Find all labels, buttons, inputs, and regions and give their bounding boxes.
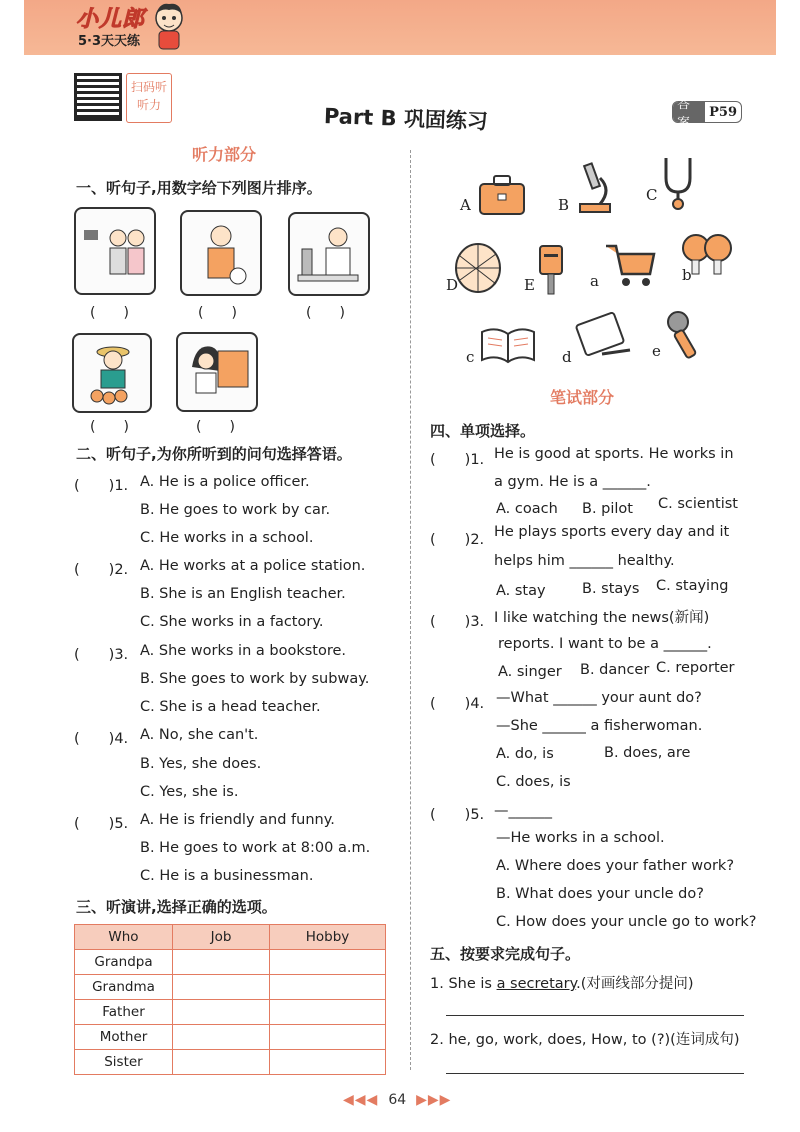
q1-answer-4[interactable]: ( ): [90, 419, 129, 435]
q1-answer-5[interactable]: ( ): [196, 419, 235, 435]
hobby-cell[interactable]: [270, 1025, 386, 1050]
scan-listen-note: 扫码听听力: [126, 73, 172, 123]
q2-item-2-opt-a: A. He works at a police station.: [140, 558, 366, 574]
fishing-net-icon: [450, 240, 506, 296]
table-row: [75, 1000, 386, 1025]
stethoscope-icon: [656, 154, 704, 210]
q5-answer-line-2[interactable]: [446, 1073, 744, 1074]
q2-item-5-opt-a: A. He is friendly and funny.: [140, 812, 335, 828]
answer-tag: [672, 97, 742, 131]
q5-s1-underlined: a secretary: [496, 976, 577, 992]
job-hobby-table: [74, 924, 386, 1075]
q4-item-4-opt-c: C. does, is: [496, 774, 571, 790]
q5-sentence-1: [430, 972, 694, 993]
listening-section-title: 听力部分: [192, 145, 257, 164]
qr-code-icon[interactable]: [74, 73, 122, 121]
row-who: Mother: [75, 1025, 173, 1050]
q2-item-3-number[interactable]: ( )3.: [74, 647, 129, 663]
q4-item-5-opt-b: B. What does your uncle do?: [496, 886, 704, 902]
q4-item-4-line-2: —She ______ a fisherwoman.: [496, 718, 703, 734]
q2-item-2-opt-c: C. She works in a factory.: [140, 614, 324, 630]
q4-item-3-number[interactable]: ( )3.: [430, 614, 485, 630]
brand-logo: 小儿郎: [76, 7, 146, 32]
q4-item-4-line-1: —What ______ your aunt do?: [496, 690, 702, 706]
q4-item-4-opt-b: B. does, are: [604, 745, 691, 761]
picture-coach: [180, 210, 262, 296]
q4-item-1-opt-c: C. scientist: [658, 496, 738, 512]
q2-item-3-opt-b: B. She goes to work by subway.: [140, 671, 370, 687]
q2-item-1-opt-a: A. He is a police officer.: [140, 474, 310, 490]
job-cell[interactable]: [173, 1025, 270, 1050]
book-icon: [478, 322, 538, 366]
q4-item-5-opt-c: C. How does your uncle go to work?: [496, 914, 757, 930]
brand-subtitle: 5·3天天练: [78, 34, 141, 49]
q4-item-3-opt-a: A. singer: [498, 664, 562, 680]
tablet-pencil-icon: [572, 312, 634, 362]
q4-item-4-number[interactable]: ( )4.: [430, 696, 485, 712]
q4-item-3-line-2: reports. I want to be a ______.: [498, 636, 712, 652]
q4-item-2-opt-c: C. staying: [656, 578, 729, 594]
col-hobby: Hobby: [270, 925, 386, 950]
pic-label-D: D: [446, 276, 459, 294]
q4-item-3-opt-c: C. reporter: [656, 660, 735, 676]
q2-item-2-number[interactable]: ( )2.: [74, 562, 129, 578]
hobby-cell[interactable]: [270, 975, 386, 1000]
picture-office-worker: [176, 332, 258, 412]
pic-label-e: e: [652, 342, 661, 360]
q4-item-2-line-2: helps him ______ healthy.: [494, 553, 675, 569]
picture-reporter: [74, 207, 156, 295]
q2-item-5-number[interactable]: ( )5.: [74, 816, 129, 832]
q4-item-1-line-2: a gym. He is a ______.: [494, 474, 651, 490]
table-row: [75, 975, 386, 1000]
table-row: [75, 1025, 386, 1050]
pic-label-E: E: [524, 276, 535, 294]
picture-scientist: [288, 212, 370, 296]
job-cell[interactable]: [173, 1000, 270, 1025]
q4-item-1-opt-b: B. pilot: [582, 501, 633, 517]
pic-label-b: b: [682, 266, 692, 284]
pic-label-d: d: [562, 348, 572, 366]
page-number: [343, 1092, 451, 1108]
microscope-icon: [572, 160, 616, 218]
q2-item-5-opt-c: C. He is a businessman.: [140, 868, 314, 884]
q4-item-5-opt-a: A. Where does your father work?: [496, 858, 735, 874]
hobby-cell[interactable]: [270, 1050, 386, 1075]
table-row: [75, 950, 386, 975]
briefcase-icon: [476, 172, 528, 218]
row-who: Sister: [75, 1050, 173, 1075]
mailbox-icon: [536, 240, 566, 296]
row-who: Grandpa: [75, 950, 173, 975]
q1-title: 一、听句子,用数字给下列图片排序。: [76, 179, 322, 197]
q4-item-1-number[interactable]: ( )1.: [430, 452, 485, 468]
q4-item-1-opt-a: A. coach: [496, 501, 558, 517]
q2-item-1-opt-b: B. He goes to work by car.: [140, 502, 331, 518]
q2-item-1-opt-c: C. He works in a school.: [140, 530, 314, 546]
q4-item-2-opt-b: B. stays: [582, 581, 640, 597]
q2-item-3-opt-a: A. She works in a bookstore.: [140, 643, 347, 659]
q4-item-3-opt-b: B. dancer: [580, 662, 650, 678]
answer-page: P59: [709, 104, 737, 120]
next-arrows-icon: ▶▶▶: [416, 1092, 452, 1108]
q2-item-4-opt-c: C. Yes, she is.: [140, 784, 239, 800]
q2-item-4-opt-b: B. Yes, she does.: [140, 756, 262, 772]
table-header-row: [75, 925, 386, 950]
row-who: Father: [75, 1000, 173, 1025]
q4-title: 四、单项选择。: [430, 422, 536, 440]
q5-answer-line-1[interactable]: [446, 1015, 744, 1016]
q2-item-4-opt-a: A. No, she can't.: [140, 727, 259, 743]
q1-answer-1[interactable]: ( ): [90, 305, 129, 321]
q4-item-2-line-1: He plays sports every day and it: [494, 524, 730, 540]
microphone-icon: [664, 310, 704, 362]
row-who: Grandma: [75, 975, 173, 1000]
pic-label-B: B: [558, 196, 570, 214]
q4-item-1-line-1: He is good at sports. He works in: [494, 446, 734, 462]
pic-label-c: c: [466, 348, 475, 366]
job-cell[interactable]: [173, 950, 270, 975]
q4-item-2-number[interactable]: ( )2.: [430, 532, 485, 548]
job-cell[interactable]: [173, 975, 270, 1000]
q4-item-2-opt-a: A. stay: [496, 583, 546, 599]
q2-item-4-number[interactable]: ( )4.: [74, 731, 129, 747]
q4-item-5-number[interactable]: ( )5.: [430, 807, 485, 823]
writing-section-title: 笔试部分: [550, 388, 615, 407]
page-number-text: 64: [388, 1092, 407, 1108]
q3-title: 三、听演讲,选择正确的选项。: [76, 898, 277, 916]
column-divider: [410, 150, 411, 1070]
hobby-cell[interactable]: [270, 950, 386, 975]
q5-s1-prefix: 1. She is: [430, 976, 497, 992]
q4-item-5-line-2: —He works in a school.: [496, 830, 665, 846]
shopping-cart-icon: [604, 240, 658, 290]
q1-answer-2[interactable]: ( ): [198, 305, 237, 321]
picture-farmer: [72, 333, 152, 413]
q2-item-1-number[interactable]: ( )1.: [74, 478, 129, 494]
q5-sentence-2: 2. he, go, work, does, How, to (?)(连词成句): [430, 1032, 740, 1048]
job-cell[interactable]: [173, 1050, 270, 1075]
q5-title: 五、按要求完成句子。: [430, 945, 581, 963]
pic-label-C: C: [646, 186, 658, 204]
q1-answer-3[interactable]: ( ): [306, 305, 345, 321]
q4-item-5-line-1: —______: [494, 803, 552, 819]
q2-item-5-opt-b: B. He goes to work at 8:00 a.m.: [140, 840, 371, 856]
col-job: Job: [173, 925, 270, 950]
q4-item-4-opt-a: A. do, is: [496, 746, 554, 762]
col-who: Who: [75, 925, 173, 950]
q5-s1-instruction: .(对画线部分提问): [576, 976, 694, 992]
page-title: Part B 巩固练习: [323, 104, 489, 134]
table-row: [75, 1050, 386, 1075]
prev-arrows-icon: ◀◀◀: [343, 1092, 379, 1108]
mascot-icon: [150, 0, 188, 50]
hobby-cell[interactable]: [270, 1000, 386, 1025]
q2-title: 二、听句子,为你所听到的问句选择答语。: [76, 445, 352, 463]
ping-pong-paddle-icon: [678, 232, 736, 276]
q2-item-3-opt-c: C. She is a head teacher.: [140, 699, 321, 715]
answer-label: 答案: [673, 102, 705, 122]
q4-item-3-line-1: I like watching the news(新闻): [494, 610, 710, 626]
q2-item-2-opt-b: B. She is an English teacher.: [140, 586, 346, 602]
pic-label-A: A: [460, 196, 471, 214]
pic-label-a: a: [590, 272, 599, 290]
